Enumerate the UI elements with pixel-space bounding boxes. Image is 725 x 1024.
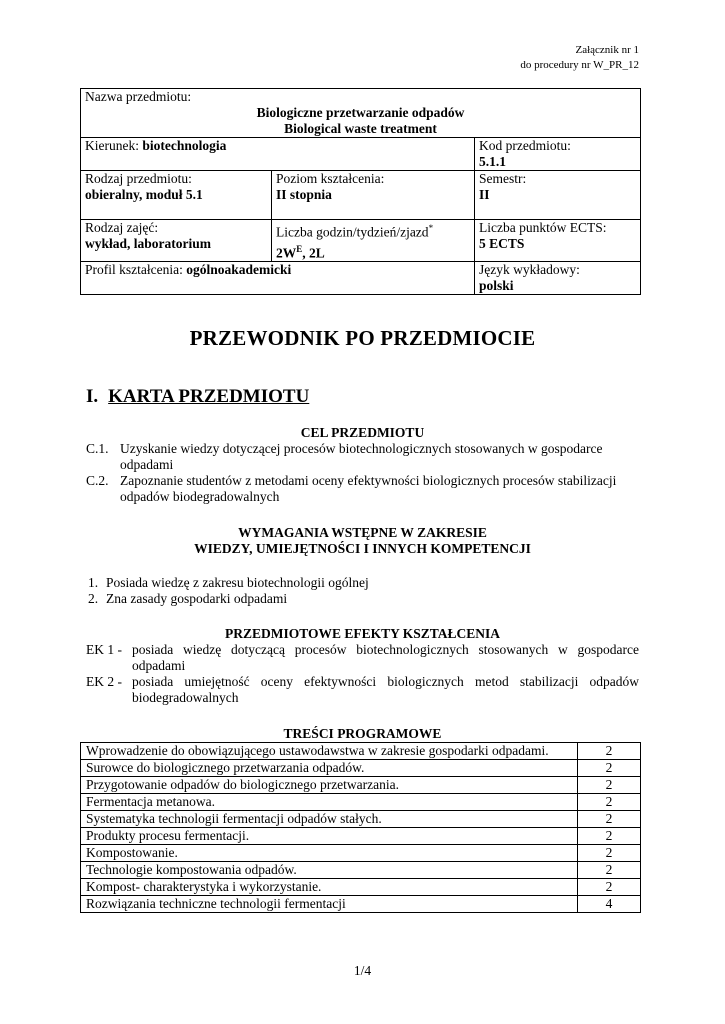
program-topic: Surowce do biologicznego przetwarzania odpadów. (81, 760, 578, 777)
code-label: Kod przedmiotu: (479, 138, 571, 153)
goal-label: C.2. (86, 473, 109, 488)
requirement-number: 2. (88, 591, 99, 606)
requirement-text: Zna zasady gospodarki odpadami (106, 591, 288, 606)
level-cell (272, 171, 475, 220)
goal-item (86, 441, 639, 473)
profile-label: Profil kształcenia: (85, 262, 187, 277)
program-hours: 2 (578, 760, 641, 777)
program-topic: Wprowadzenie do obowiązującego ustawodawstwa w zakresie gospodarki odpadami. (81, 743, 578, 760)
requirement-item (88, 575, 639, 591)
profile-cell (81, 262, 475, 295)
table-row (81, 828, 641, 845)
program-topic: Kompost- charakterystyka i wykorzystanie. (81, 879, 578, 896)
ects-value: 5 ECTS (479, 236, 525, 251)
goal-item (86, 473, 639, 505)
field-label: Kierunek: (85, 138, 143, 153)
goal-text: Uzyskanie wiedzy dotyczącej procesów biotechnologicznych stosowanych w gospodarce odpadami (120, 441, 603, 472)
language-label: Język wykładowy: (479, 262, 580, 277)
outcomes-heading: PRZEDMIOTOWE EFEKTY KSZTAŁCENIA (224, 626, 501, 641)
table-row (81, 862, 641, 879)
level-label: Poziom kształcenia: (276, 171, 385, 186)
requirement-number: 1. (88, 575, 99, 590)
code-cell (475, 138, 641, 171)
classes-value: wykład, laboratorium (85, 236, 212, 251)
subject-name-pl: Biologiczne przetwarzanie odpadów (256, 105, 465, 120)
outcome-text: posiada umiejętność oceny efektywności biologicznych metod stabilizacji odpadów biodegradowalnych (132, 674, 639, 705)
hours-asterisk: * (428, 223, 434, 233)
program-topic: Technologie kompostowania odpadów. (81, 862, 578, 879)
program-hours: 2 (578, 845, 641, 862)
requirements-heading-2: WIEDZY, UMIEJĘTNOŚCI I INNYCH KOMPETENCJI (194, 541, 531, 556)
table-row (81, 777, 641, 794)
page-number: 1/4 (353, 963, 372, 978)
table-row (81, 794, 641, 811)
profile-value: ogólnoakademicki (186, 262, 292, 277)
table-row (81, 845, 641, 862)
program-hours: 2 (578, 879, 641, 896)
subject-name-label: Nazwa przedmiotu: (85, 89, 192, 104)
program-topic: Produkty procesu fermentacji. (81, 828, 578, 845)
subject-name-en: Biological waste treatment (284, 121, 437, 136)
requirement-text: Posiada wiedzę z zakresu biotechnologii ogólnej (106, 575, 369, 590)
code-value: 5.1.1 (479, 154, 506, 169)
outcome-item (86, 674, 639, 706)
semester-label: Semestr: (479, 171, 527, 186)
section-number: I. (86, 386, 99, 407)
program-topic: Fermentacja metanowa. (81, 794, 578, 811)
language-cell (475, 262, 641, 295)
goal-label: C.1. (86, 441, 109, 456)
requirements-heading-1: WYMAGANIA WSTĘPNE W ZAKRESIE (238, 525, 487, 540)
requirements-section (86, 525, 639, 607)
program-hours: 2 (578, 794, 641, 811)
semester-value: II (479, 187, 490, 202)
program-hours: 2 (578, 862, 641, 879)
classes-label: Rodzaj zajęć: (85, 220, 159, 235)
hours-cell (272, 220, 475, 262)
outcomes-section (86, 626, 639, 706)
goal-text: Zapoznanie studentów z metodami oceny efektywności biologicznych procesów stabilizacji odpadów biodegradowalnych (120, 473, 617, 504)
course-info-table (80, 88, 641, 295)
type-value: obieralny, moduł 5.1 (85, 187, 203, 202)
outcome-item (86, 642, 639, 674)
ects-label: Liczba punktów ECTS: (479, 220, 607, 235)
subject-name-cell (81, 89, 641, 138)
program-hours: 4 (578, 896, 641, 913)
table-row (81, 743, 641, 760)
type-cell (81, 171, 272, 220)
table-row (81, 879, 641, 896)
goals-section (86, 425, 639, 505)
hours-value-sup: E (296, 243, 303, 254)
main-title: PRZEWODNIK PO PRZEDMIOCIE (189, 326, 536, 350)
classes-cell (81, 220, 272, 262)
program-table (80, 742, 641, 913)
program-topic: Przygotowanie odpadów do biologicznego przetwarzania. (81, 777, 578, 794)
program-hours: 2 (578, 777, 641, 794)
level-value: II stopnia (276, 187, 332, 202)
hours-label: Liczba godzin/tydzień/zjazd (276, 224, 429, 240)
annex-line-2: do procedury nr W_PR_12 (520, 59, 639, 71)
program-topic: Systematyka technologii fermentacji odpadów stałych. (81, 811, 578, 828)
program-hours: 2 (578, 811, 641, 828)
hours-value-l: , 2L (302, 245, 325, 260)
program-heading-wrap (86, 726, 639, 742)
program-hours: 2 (578, 828, 641, 845)
table-row (81, 811, 641, 828)
program-heading: TREŚCI PROGRAMOWE (283, 726, 442, 741)
hours-value-w: 2W (276, 245, 297, 260)
table-row (81, 896, 641, 913)
section-title (86, 386, 309, 408)
ects-cell (475, 220, 641, 262)
section-title-text: KARTA PRZEDMIOTU (108, 386, 310, 407)
language-value: polski (479, 278, 514, 293)
outcome-text: posiada wiedzę dotyczącą procesów biotechnologicznych stosowanych w gospodarce odpadami (132, 642, 639, 673)
type-label: Rodzaj przedmiotu: (85, 171, 192, 186)
requirement-item (88, 591, 639, 607)
field-cell (81, 138, 475, 171)
program-topic: Rozwiązania techniczne technologii fermentacji (81, 896, 578, 913)
goals-heading: CEL PRZEDMIOTU (300, 425, 425, 440)
field-value: biotechnologia (142, 138, 227, 153)
outcome-label: EK 2 - (86, 674, 122, 689)
semester-cell (475, 171, 641, 220)
outcome-label: EK 1 - (86, 642, 122, 657)
annex-line-1: Załącznik nr 1 (575, 44, 639, 56)
program-topic: Kompostowanie. (81, 845, 578, 862)
table-row (81, 760, 641, 777)
annex-note (520, 43, 639, 73)
program-hours: 2 (578, 743, 641, 760)
